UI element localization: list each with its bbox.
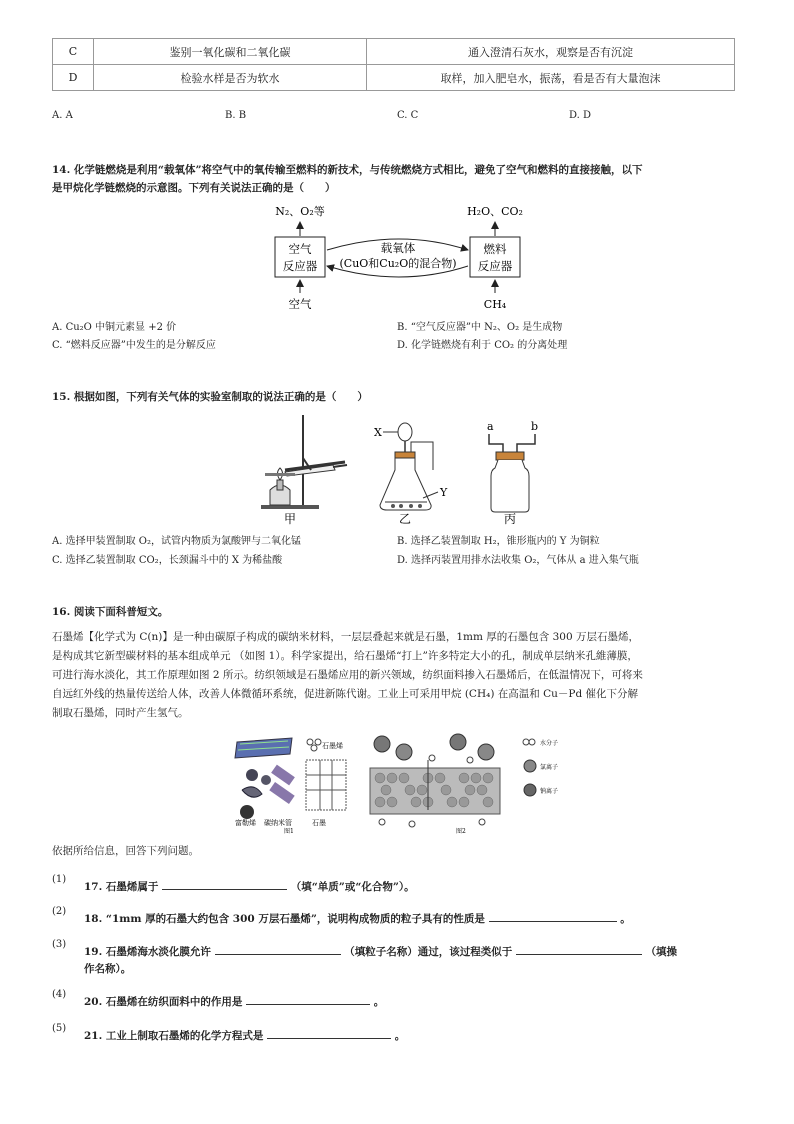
top-right-products: H₂O、CO₂ [467, 205, 523, 218]
sub-number: (1) [52, 874, 67, 885]
sub-number: (5) [52, 1023, 67, 1034]
graphene-figures [232, 730, 572, 835]
q16-title: 16. 阅读下面科普短文。 [52, 606, 169, 618]
apparatus-yi [374, 423, 448, 526]
row-label: D [53, 65, 94, 91]
oxygen-carrier-label: 载氧体 [380, 241, 416, 255]
gas-apparatus-figure [255, 410, 555, 528]
row-method: 取样，加入肥皂水，振荡，看是否有大量泡沫 [367, 65, 735, 91]
answer-blank-20[interactable] [246, 992, 370, 1005]
fig1-graphene-label: 石墨烯 [322, 742, 343, 750]
q16-para-line5: 制取石墨烯，同时产生氢气。 [52, 707, 189, 719]
apparatus-jia [261, 415, 347, 526]
fuel-reactor-label-1: 燃料 [483, 242, 507, 256]
sub-number: (3) [52, 939, 67, 950]
air-reactor-label-2: 反应器 [282, 259, 318, 273]
apparatus-bing [487, 420, 538, 526]
fig1-caption: 图1 [284, 828, 294, 835]
q13-options-table [52, 38, 735, 91]
row-purpose: 检验水样是否为软水 [94, 65, 367, 91]
methane-input-label: CH₄ [483, 298, 507, 311]
sub-text: 。 [620, 913, 631, 925]
answer-blank-17[interactable] [162, 877, 287, 890]
q14-choice-b[interactable]: B. “空气反应器”中 N₂、O₂ 是生成物 [397, 322, 563, 333]
table-row [53, 39, 735, 65]
apparatus-bing-label: 丙 [503, 512, 517, 526]
sub-text: （填“单质”或“化合物”）。 [290, 881, 415, 893]
sub-text: 。 [373, 996, 385, 1008]
answer-blank-19b[interactable] [516, 942, 642, 955]
sub-number: (2) [52, 906, 67, 917]
sub-text: 21. 工业上制取石墨烯的化学方程式是 [84, 1030, 264, 1042]
oxygen-carrier-composition: (CuO和Cu₂O的混合物) [339, 257, 457, 270]
q14-stem-line2: 是甲烷化学链燃烧的示意图。下列有关说法正确的是（ ） [52, 182, 336, 194]
q13-choice-c[interactable]: C. C [397, 110, 419, 121]
q16-para-line4: 自远红外线的热量传送给人体，改善人体微循环系统，促进新陈代谢。工业上可采用甲烷 (CH₄) 在高温和 Cu－Pd 催化下分解 [52, 688, 639, 700]
sub-text: 18. “1mm 厚的石墨大约包含 300 万层石墨烯”，说明构成物质的粒子具有的性质是 [84, 913, 485, 925]
sub-text: 。 [394, 1030, 406, 1042]
q16-prompt: 依据所给信息，回答下列问题。 [52, 845, 199, 857]
q14-choice-d[interactable]: D. 化学链燃烧有利于 CO₂ 的分离处理 [397, 340, 568, 351]
fig1-graphite-label: 石墨 [312, 819, 326, 827]
sub-number: (4) [52, 989, 67, 1000]
apparatus-yi-label: 乙 [398, 512, 412, 526]
sub-text: （填粒子名称）通过，该过程类似于 [344, 946, 513, 958]
answer-blank-18[interactable] [489, 909, 617, 922]
sub-text: 19. 石墨烯海水淡化膜允许 [84, 946, 211, 958]
sub-text: （填操 [645, 946, 678, 958]
q14-choice-c[interactable]: C. “燃料反应器”中发生的是分解反应 [52, 340, 216, 351]
fig2-caption: 图2 [456, 828, 466, 835]
figure-2 [370, 734, 558, 835]
q15-choice-d[interactable]: D. 选择丙装置用排水法收集 O₂，气体从 a 进入集气瓶 [397, 555, 639, 566]
q13-choice-b[interactable]: B. B [225, 110, 247, 121]
label-y: Y [440, 486, 448, 499]
apparatus-jia-label: 甲 [283, 512, 297, 526]
chemical-looping-diagram [260, 200, 540, 315]
row-method: 通入澄清石灰水，观察是否有沉淀 [367, 39, 735, 65]
table-row [53, 65, 735, 91]
fig2-water-label: 水分子 [540, 740, 559, 747]
q16-para-line3: 可进行海水淡化，其工作原理如图 2 所示。纺织领域是石墨烯应用的新兴领域，纺织面料掺入石墨烯后，在低温情况下，可将来 [52, 669, 643, 681]
answer-blank-21[interactable] [267, 1026, 391, 1039]
top-left-products: N₂、O₂等 [275, 205, 325, 218]
sub-text: 作名称）。 [84, 963, 132, 975]
air-input-label: 空气 [288, 297, 312, 311]
q15-choice-b[interactable]: B. 选择乙装置制取 H₂，锥形瓶内的 Y 为铜粒 [397, 536, 600, 547]
sub-text: 20. 石墨烯在纺织面料中的作用是 [84, 996, 243, 1008]
q16-para-line1: 石墨烯【化学式为 C(n)】是一种由碳原子构成的碳纳米材料，一层层叠起来就是石墨，1mm 厚的石墨包含 300 万层石墨烯， [52, 631, 639, 643]
fig2-sodium-label: 钠离子 [540, 788, 559, 795]
q14-choice-a[interactable]: A. Cu₂O 中铜元素显 +2 价 [52, 322, 177, 333]
row-purpose: 鉴别一氧化碳和二氧化碳 [94, 39, 367, 65]
q15-choice-a[interactable]: A. 选择甲装置制取 O₂，试管内物质为氯酸钾与二氧化锰 [52, 536, 301, 547]
q16-para-line2: 是构成其它新型碳材料的基本组成单元 （如图 1）。科学家提出，给石墨烯“打上”许多特定大小的孔，制成单层纳米孔維薄膜， [52, 650, 638, 662]
fig2-chloride-label: 氯离子 [540, 764, 559, 771]
sub-text: 17. 石墨烯属于 [84, 881, 159, 893]
answer-blank-19a[interactable] [215, 942, 341, 955]
fuel-reactor-label-2: 反应器 [477, 259, 513, 273]
q15-choice-c[interactable]: C. 选择乙装置制取 CO₂，长颈漏斗中的 X 为稀盐酸 [52, 555, 283, 566]
label-x: X [374, 426, 382, 439]
fig1-nanotube-label: 碳纳米管 [264, 819, 292, 827]
figure-1 [235, 738, 346, 835]
label-a: a [487, 420, 494, 433]
air-reactor-label-1: 空气 [288, 242, 312, 256]
q13-choice-d[interactable]: D. D [569, 110, 592, 121]
q14-stem-line1: 14. 化学链燃烧是利用“载氧体”将空气中的氧传输至燃料的新技术，与传统燃烧方式相比，避免了空气和燃料的直接接触，以下 [52, 164, 643, 176]
q13-choice-a[interactable]: A. A [52, 110, 73, 121]
label-b: b [531, 420, 539, 433]
row-label: C [53, 39, 94, 65]
q15-stem: 15. 根据如图，下列有关气体的实验室制取的说法正确的是（ ） [52, 391, 368, 403]
fig1-fullerene-label: 富勒烯 [235, 819, 256, 827]
